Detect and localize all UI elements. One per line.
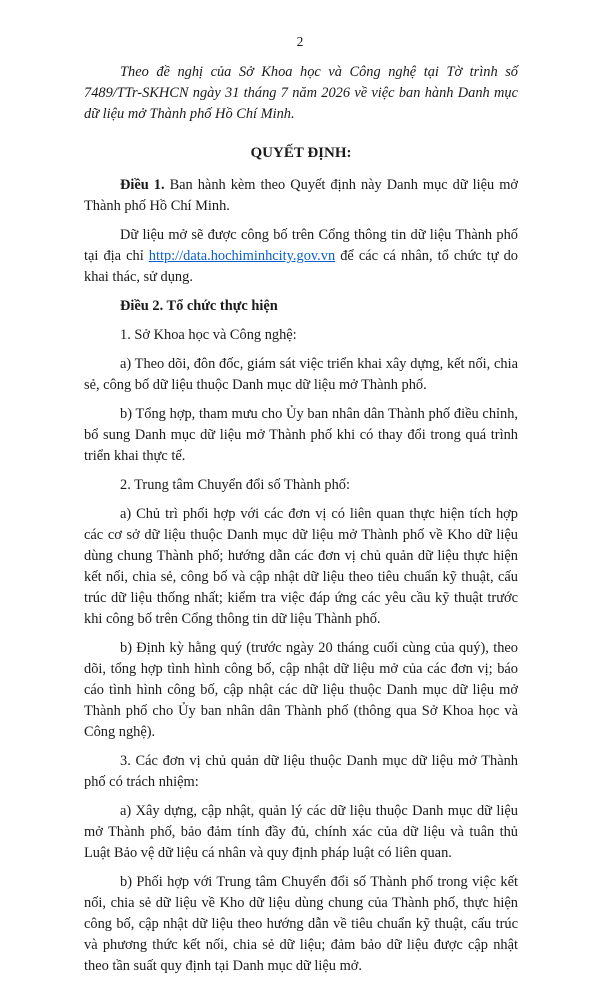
section-2-title: 2. Trung tâm Chuyển đổi số Thành phố: (120, 477, 350, 493)
section-3-item-b: b) Phối hợp với Trung tâm Chuyển đổi số Thành phố trong việc kết nối, chia sẻ dữ liệu về Kho dữ liệu dùng chung của Thành phố, thực hiện công bố, cập nhật dữ liệu theo hướng dẫn về tiêu chuẩn kỹ thuật, cấu trúc và phương thức kết nối, chia sẻ dữ liệu; đảm bảo dữ liệu được cập nhật theo tần suất quy định tại Danh mục dữ liệu mở. (84, 874, 518, 974)
section-3-item-a: a) Xây dựng, cập nhật, quản lý các dữ liệu thuộc Danh mục dữ liệu mở Thành phố, bảo đảm tính đầy đủ, chính xác của dữ liệu và tuân thủ Luật Bảo vệ dữ liệu cá nhân và quy định pháp luật có liên quan. (84, 803, 518, 861)
article-1-text: Ban hành kèm theo Quyết định này Danh mục dữ liệu mở Thành phố Hồ Chí Minh. (84, 177, 518, 214)
intro-paragraph: Theo đề nghị của Sở Khoa học và Công nghệ tại Tờ trình số 7489/TTr-SKHCN ngày 31 tháng 7 năm 2026 về việc ban hành Danh mục dữ liệu mở Thành phố Hồ Chí Minh. (84, 64, 518, 122)
section-2-item-a: a) Chủ trì phối hợp với các đơn vị có liên quan thực hiện tích hợp các cơ sở dữ liệu thuộc Danh mục dữ liệu mở Thành phố về Kho dữ liệu dùng chung Thành phố; hướng dẫn các đơn vị chủ quản dữ liệu thực hiện kết nối, chia sẻ, công bố và cập nhật dữ liệu theo tiêu chuẩn kỹ thuật, cấu trúc dữ liệu thống nhất; kiểm tra việc đáp ứng các yêu cầu kỹ thuật trước khi công bố trên Cổng thông tin dữ liệu Thành phố. (84, 506, 518, 627)
article-2-heading: Điều 2. Tổ chức thực hiện (120, 298, 278, 314)
article-1-label: Điều 1. (120, 177, 165, 193)
section-1-title: 1. Sở Khoa học và Công nghệ: (120, 327, 297, 343)
document-body (84, 62, 518, 985)
publish-text-after: để các cá nhân, tổ chức tự do khai thác, sử dụng. (84, 248, 518, 285)
section-2-item-b: b) Định kỳ hằng quý (trước ngày 20 tháng cuối cùng của quý), theo dõi, tổng hợp tình hình công bố, cập nhật dữ liệu mở của các đơn vị; báo cáo tình hình công bố, cập nhật các dữ liệu thuộc Danh mục dữ liệu mở Thành phố cho Ủy ban nhân dân Thành phố (thông qua Sở Khoa học và Công nghệ). (84, 640, 518, 740)
open-data-portal-link[interactable]: http://data.hochiminhcity.gov.vn (148, 248, 336, 264)
article-1-paragraph (84, 175, 518, 217)
publish-text-before: Dữ liệu mở sẽ được công bố trên Cổng thông tin dữ liệu Thành phố tại địa chỉ (84, 227, 518, 264)
section-3-title: 3. Các đơn vị chủ quản dữ liệu thuộc Danh mục dữ liệu mở Thành phố có trách nhiệm: (84, 753, 518, 790)
decision-title: QUYẾT ĐỊNH: (250, 145, 352, 161)
section-1-item-a: a) Theo dõi, đôn đốc, giám sát việc triển khai xây dựng, kết nối, chia sẻ, công bố dữ liệu thuộc Danh mục dữ liệu mở Thành phố. (84, 356, 518, 393)
page-number: 2 (296, 34, 304, 49)
section-1-item-b: b) Tổng hợp, tham mưu cho Ủy ban nhân dân Thành phố điều chỉnh, bổ sung Danh mục dữ liệu mở Thành phố khi có thay đổi trong quá trình triển khai thực tế. (84, 406, 518, 464)
publish-paragraph (84, 225, 518, 288)
